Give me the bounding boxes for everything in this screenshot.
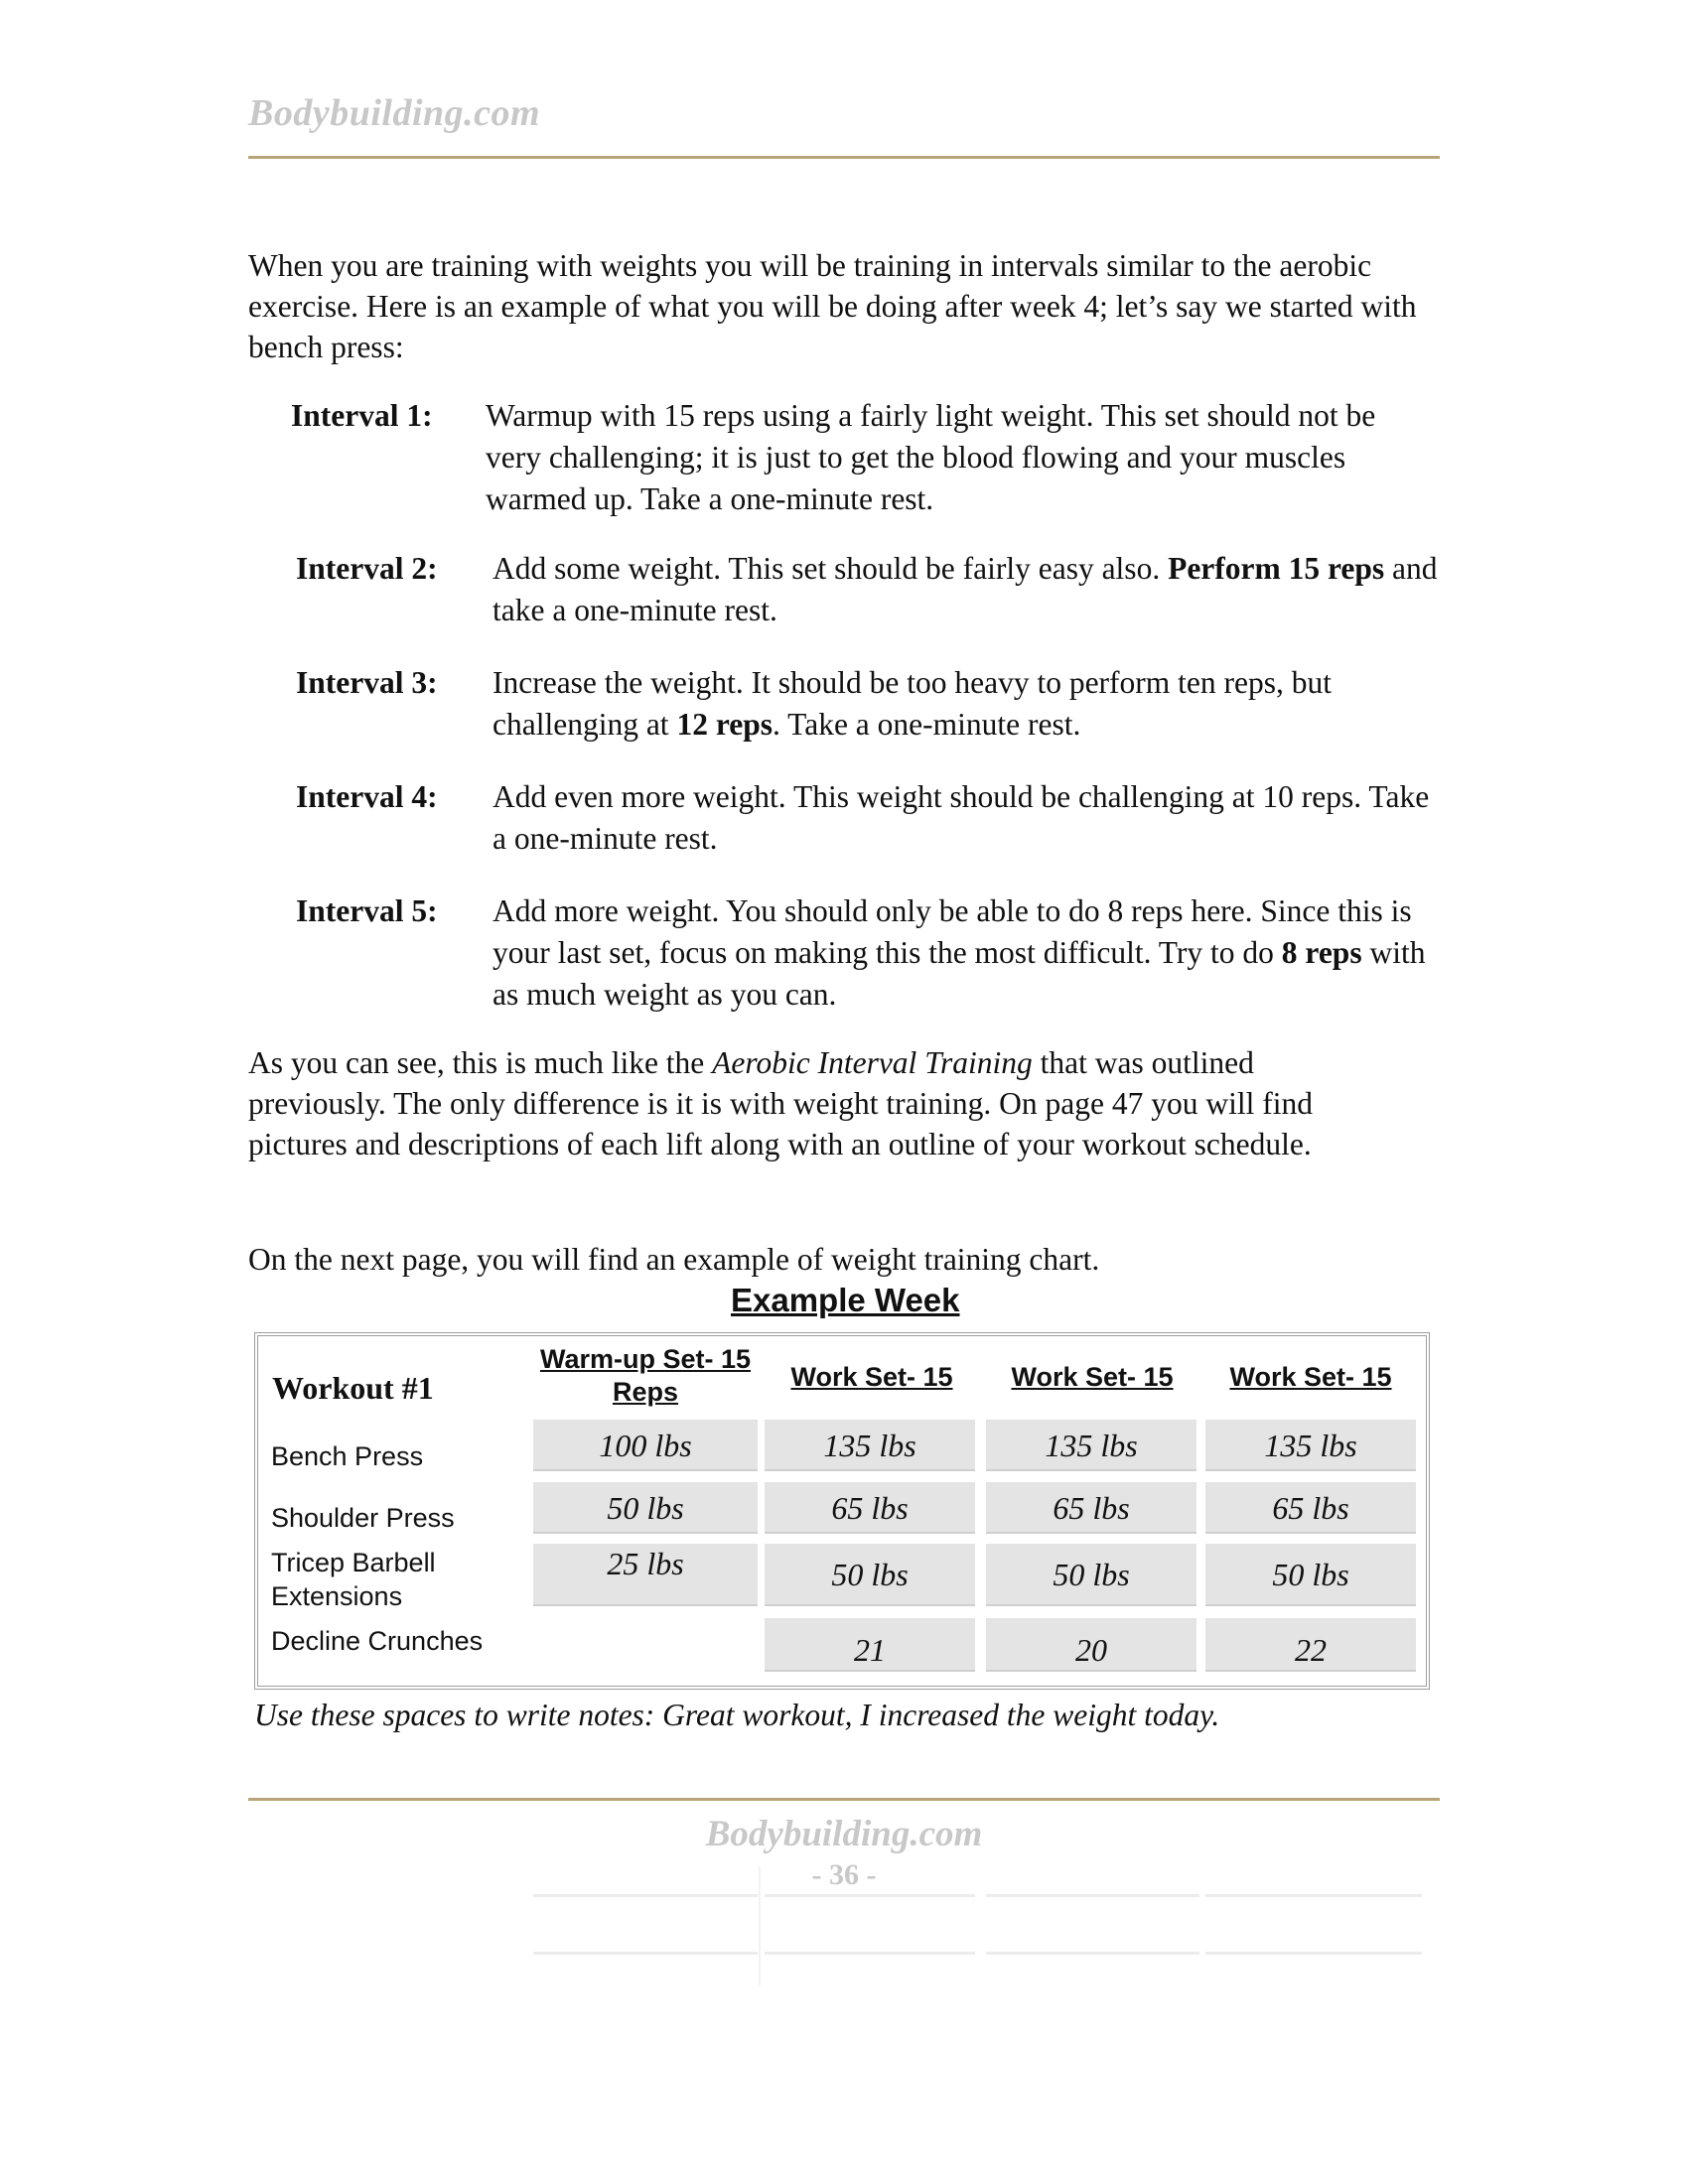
page-number: - 36 - bbox=[811, 1858, 877, 1891]
interval-label: Interval 3: bbox=[296, 665, 438, 700]
value-cell: 135 lbs bbox=[1205, 1420, 1416, 1471]
exercise-label-bench-press: Bench Press bbox=[271, 1441, 424, 1471]
ghost-line bbox=[986, 1952, 1199, 1955]
interval-text: Add more weight. You should only be able to do 8 reps here. Since this is your last set, focus on making this the most difficult. Try to do 8 reps with as much weight as you can. bbox=[492, 893, 1426, 1012]
interval-label: Interval 1: bbox=[291, 398, 433, 433]
value-cell: 21 bbox=[765, 1618, 975, 1672]
table-title: Example Week bbox=[731, 1282, 960, 1318]
interval-text: Add even more weight. This weight should be challenging at 10 reps. Take a one-minute rest. bbox=[492, 779, 1430, 856]
column-header-warmup: Warm-up Set- 15 Reps bbox=[539, 1344, 752, 1407]
ghost-line bbox=[533, 1894, 758, 1897]
header-rule bbox=[248, 156, 1440, 159]
value-cell: 50 lbs bbox=[986, 1544, 1196, 1606]
exercise-label-decline-crunches: Decline Crunches bbox=[271, 1626, 484, 1656]
value-cell: 135 lbs bbox=[986, 1420, 1196, 1471]
interval-label: Interval 5: bbox=[296, 893, 438, 928]
ghost-line bbox=[1205, 1952, 1422, 1955]
aerobic-comparison-paragraph: As you can see, this is much like the Aerobic Interval Training that was outlined previously. The only difference is it is with weight training. On page 47 you will find pictures and descriptions of each lift along with an outline of your workout schedule. bbox=[248, 1045, 1313, 1161]
footer-brand: Bodybuilding.com bbox=[705, 1814, 983, 1854]
value-cell: 50 lbs bbox=[765, 1544, 975, 1606]
interval-label: Interval 2: bbox=[296, 551, 438, 586]
interval-text: Add some weight. This set should be fairly easy also. Perform 15 reps and take a one-minute rest. bbox=[492, 551, 1438, 627]
column-header-work-set-1: Work Set- 15 bbox=[790, 1362, 953, 1392]
value-cell: 25 lbs bbox=[533, 1544, 758, 1606]
value-cell: 65 lbs bbox=[1205, 1482, 1416, 1534]
ghost-line bbox=[533, 1952, 758, 1955]
value-cell: 65 lbs bbox=[986, 1482, 1196, 1534]
column-header-work-set-2: Work Set- 15 bbox=[1011, 1362, 1174, 1392]
value-cell: 50 lbs bbox=[1205, 1544, 1416, 1606]
next-page-paragraph: On the next page, you will find an example of weight training chart. bbox=[248, 1242, 1100, 1277]
value-cell: 20 bbox=[986, 1618, 1196, 1672]
value-cell: 22 bbox=[1205, 1618, 1416, 1672]
exercise-label-tricep-extensions: Tricep Barbell Extensions bbox=[271, 1548, 436, 1611]
value-cell: 65 lbs bbox=[765, 1482, 975, 1534]
notes-line: Use these spaces to write notes: Great workout, I increased the weight today. bbox=[254, 1698, 1220, 1732]
intro-paragraph: When you are training with weights you will be training in intervals similar to the aerobic exercise. Here is an example of what you will be doing after week 4; let’s say we started with bench press: bbox=[248, 248, 1417, 364]
interval-text: Warmup with 15 reps using a fairly light weight. This set should not be very challenging; it is just to get the blood flowing and your muscles warmed up. Take a one-minute rest. bbox=[486, 398, 1376, 516]
workout-header: Workout #1 bbox=[272, 1370, 434, 1406]
ghost-line bbox=[986, 1894, 1199, 1897]
header-brand: Bodybuilding.com bbox=[248, 92, 541, 134]
footer-rule bbox=[248, 1798, 1440, 1801]
ghost-line bbox=[1205, 1894, 1422, 1897]
value-cell: 135 lbs bbox=[765, 1420, 975, 1471]
interval-text: Increase the weight. It should be too heavy to perform ten reps, but challenging at 12 reps. Take a one-minute rest. bbox=[492, 665, 1332, 742]
interval-label: Interval 4: bbox=[296, 779, 438, 814]
ghost-line bbox=[759, 1866, 761, 1985]
exercise-label-shoulder-press: Shoulder Press bbox=[271, 1503, 455, 1533]
column-header-work-set-3: Work Set- 15 bbox=[1229, 1362, 1392, 1392]
value-cell: 100 lbs bbox=[533, 1420, 758, 1471]
ghost-line bbox=[765, 1894, 975, 1897]
ghost-line bbox=[765, 1952, 975, 1955]
value-cell: 50 lbs bbox=[533, 1482, 758, 1534]
